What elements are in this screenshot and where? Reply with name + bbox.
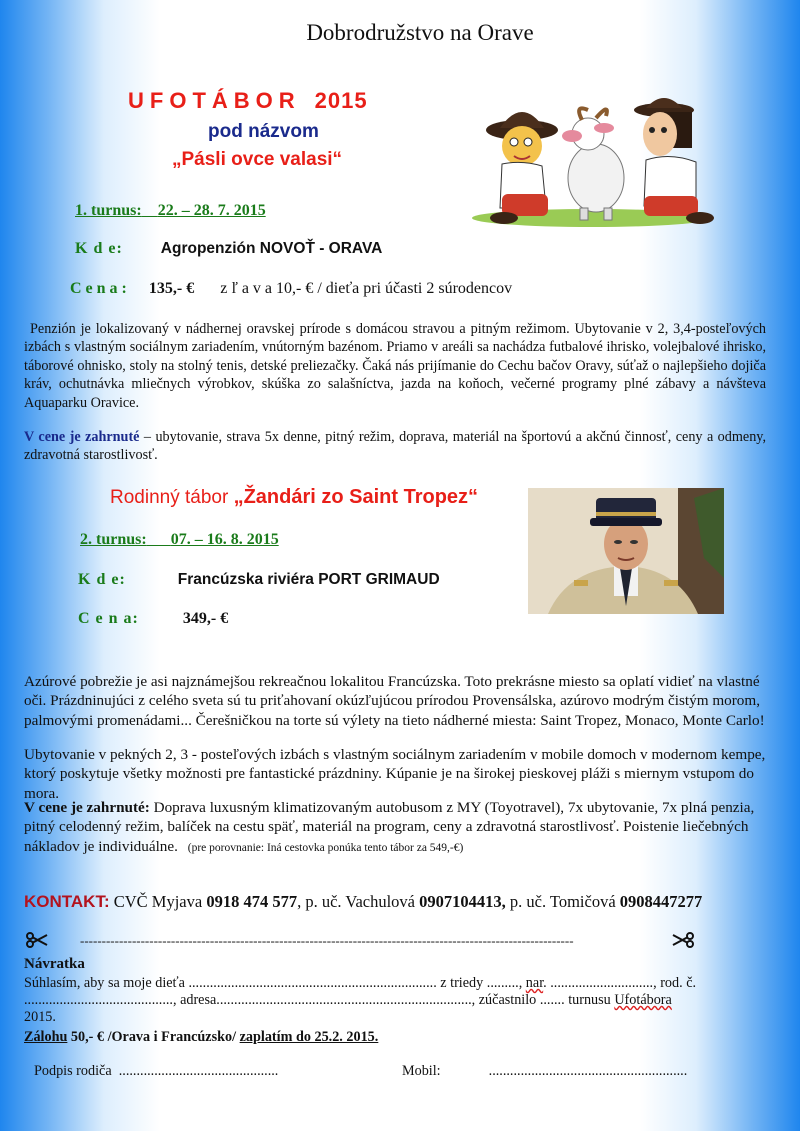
camp2-accommodation: Ubytovanie v pekných 2, 3 - posteľových izbách s vlastným sociálnym zariadením v mobile domoch v modernom kempe, ktorý poskytuje všetky možnosti pre fantastické prázdniny. Kúpanie je na širokej pieskovej pláži s miernym vstupom do mora. bbox=[24, 746, 766, 802]
included-label: V cene je zahrnuté: bbox=[24, 799, 150, 816]
contact-line bbox=[24, 892, 702, 912]
contact-text-3: p. uč. Tomičová bbox=[505, 892, 620, 911]
ufotabor-year: 2015 bbox=[314, 88, 368, 113]
deposit-pay: zaplatím do 25.2. 2015. bbox=[239, 1029, 379, 1045]
form-line-1c: . ............................., rod. č. bbox=[543, 975, 697, 991]
contact-label: KONTAKT: bbox=[24, 892, 110, 911]
form-line-2 bbox=[24, 992, 774, 1008]
camp2-included bbox=[24, 798, 772, 858]
camp2-prefix: Rodinný tábor bbox=[110, 487, 234, 508]
camp1-heading bbox=[128, 88, 368, 114]
cut-line: ------------------------------------------------------------------------------------------------------------------ bbox=[80, 933, 574, 948]
signature-dots: ............................................. bbox=[118, 1063, 279, 1079]
contact-phone-2: 0907104413, bbox=[419, 892, 506, 911]
mobile-dots: ........................................................ bbox=[488, 1063, 688, 1079]
contact-phone-3: 0908447277 bbox=[619, 892, 703, 911]
camp2-location bbox=[78, 571, 440, 589]
form-line-2a: .........................................., adresa........................................................................, zúčastnilo ....... turnusu bbox=[24, 992, 615, 1008]
price-comparison: (pre porovnanie: Iná cestovka ponúka tento tábor za 549,-€) bbox=[187, 841, 464, 854]
contact-phone-1: 0918 474 577 bbox=[206, 892, 298, 911]
contact-text-1: CVČ Myjava bbox=[109, 892, 207, 911]
camp1-location bbox=[75, 240, 382, 258]
kde-value: Agropenzión NOVOŤ - ORAVA bbox=[160, 240, 383, 257]
mobile-field[interactable] bbox=[402, 1063, 732, 1079]
turnus-label: 1. turnus: bbox=[75, 202, 142, 219]
kde-value: Francúzska riviéra PORT GRIMAUD bbox=[177, 571, 440, 588]
included-text: – ubytovanie, strava 5x denne, pitný režim, doprava, materiál na športovú a akčnú činnosť, ceny a odmeny, zdravotná starostlivosť. bbox=[24, 429, 766, 464]
cena-label: C e n a : bbox=[70, 280, 127, 297]
camp1-turnus bbox=[75, 202, 266, 220]
turnus-dates: 07. – 16. 8. 2015 bbox=[170, 531, 279, 548]
deposit-mid: 50,- € /Orava i Francúzsko/ bbox=[67, 1029, 240, 1045]
deposit-line bbox=[24, 1029, 774, 1045]
cena-value: 349,- € bbox=[182, 610, 229, 627]
turnus-label: 2. turnus: bbox=[80, 531, 147, 548]
turnus-gap bbox=[142, 202, 158, 219]
turnus-dates: 22. – 28. 7. 2015 bbox=[157, 202, 266, 219]
form-line-3: 2015. bbox=[24, 1009, 56, 1025]
cena-label: C e n a: bbox=[78, 610, 139, 627]
scissors-icon bbox=[26, 932, 48, 953]
kde-label: K d e: bbox=[75, 240, 123, 257]
camp2-description: Azúrové pobrežie je asi najznámejšou rekreačnou lokalitou Francúzska. Toto prekrásne miesto sa oplatí vidieť na vlastné oči. Prázdninujúci z celého sveta sú tu priťahovaní okúzľujúcou prírodou Provensálska, azúrovo modrým čistým morom, palmovými promenádami... Čerešničkou na torte sú výlety na tieto nádherné miesta: Saint Tropez, Monaco, Monte Carlo! bbox=[24, 673, 765, 729]
camp1-price bbox=[70, 280, 512, 298]
camp2-price bbox=[78, 610, 228, 628]
camp1-included bbox=[24, 428, 766, 465]
form-line-1 bbox=[24, 975, 774, 991]
mobile-label: Mobil: bbox=[402, 1063, 441, 1079]
included-label: V cene je zahrnuté bbox=[24, 429, 140, 445]
scissors-icon bbox=[672, 932, 694, 953]
camp1-name: „Pásli ovce valasi“ bbox=[172, 149, 343, 170]
camp1-subtitle: pod názvom bbox=[208, 121, 319, 142]
signature-label: Podpis rodiča bbox=[34, 1063, 112, 1079]
included-text: Doprava luxusným klimatizovaným autobusom z MY (Toyotravel), 7x ubytovanie, 7x plná penzia, pitný celodenný režim, balíček na cestu späť, materiál na program, ceny a zdravotná starostlivosť. Poistenie liečebných nákladov je individuálne. bbox=[24, 799, 755, 855]
form-line-1b: nar bbox=[525, 975, 544, 991]
form-title: Návratka bbox=[24, 956, 85, 972]
gendarme-photo bbox=[528, 488, 724, 614]
page-title: Dobrodružstvo na Orave bbox=[306, 20, 534, 45]
camp2-turnus bbox=[80, 531, 279, 549]
ufotabor-title: UFOTÁBOR bbox=[128, 88, 301, 113]
cena-note: z ľ a v a 10,- € / dieťa pri účasti 2 súrodencov bbox=[220, 280, 513, 297]
kde-label: K d e: bbox=[78, 571, 126, 588]
signature-field[interactable] bbox=[34, 1063, 334, 1079]
cartoon-shepherds-illustration bbox=[464, 90, 720, 230]
camp2-heading bbox=[110, 486, 478, 509]
form-line-2b: Ufotábora bbox=[614, 992, 672, 1008]
camp2-name: „Žandári zo Saint Tropez“ bbox=[233, 486, 479, 508]
contact-text-2: , p. uč. Vachulová bbox=[297, 892, 420, 911]
camp1-description: Penzión je lokalizovaný v nádhernej oravskej prírode s domácou stravou a pitným režimom. Ubytovanie v 2, 3,4-posteľových izbách s vlastným sociálnym zariadením, vnútorným bazénom. Priamo v areáli sa nachádza futbalové ihrisko, volejbalové ihrisko, táborové ohnisko, stoly na stolný tenis, detské preliezačky. Čaká nás prijímanie do Cechu bačov Oravy, súťaž o najlepšieho dojiča kráv, ochutnávka mliečnych výrobkov, skúška zo salašníctva, jazda na koňoch, večerné programy plné zábavy a návšteva Aquaparku Oravice. bbox=[24, 321, 766, 411]
deposit-label: Zálohu bbox=[24, 1029, 68, 1045]
turnus-gap bbox=[147, 531, 171, 548]
cena-value: 135,- € bbox=[148, 280, 195, 297]
form-line-1a: Súhlasím, aby sa moje dieťa ...................................................................... z triedy ........., bbox=[24, 975, 526, 991]
